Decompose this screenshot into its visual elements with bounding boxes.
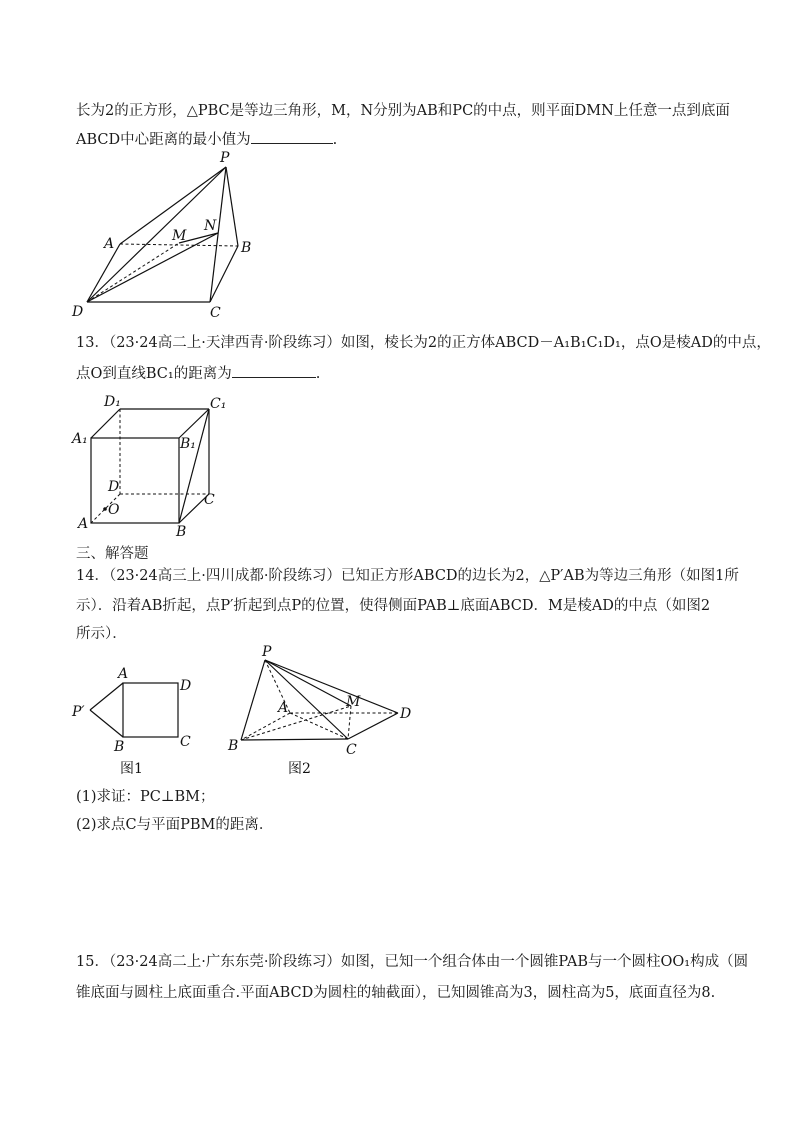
q12-label-N: N xyxy=(204,218,217,234)
q14-fig1-label-C: C xyxy=(180,734,191,750)
q12-label-P: P xyxy=(220,150,230,166)
q15-text-line1: 15．（23·24高二上·广东东莞·阶段练习）如图，已知一个组合体由一个圆锥PAB与一个圆柱OO₁构成（圆 xyxy=(76,954,749,970)
q14-fig2-caption: 图2 xyxy=(288,761,311,777)
q13-label-B: B xyxy=(176,524,187,540)
q13-point-O xyxy=(103,507,107,511)
q14-fig2-label-M: M xyxy=(346,694,361,710)
q14-fig2-label-P: P xyxy=(262,644,272,660)
q15-text-line2: 锥底面与圆柱上底面重合.平面ABCD为圆柱的轴截面），已知圆锥高为3，圆柱高为5，底面直径为8. xyxy=(76,985,716,1001)
q12-text-line1: 长为2的正方形，△PBC是等边三角形，M，N分别为AB和PC的中点，则平面DMN上任意一点到底面 xyxy=(76,103,730,119)
q12-figure xyxy=(60,140,280,320)
q14-figure2 xyxy=(222,640,432,780)
q14-fig1-label-B: B xyxy=(114,739,125,755)
q13-label-A1: A₁ xyxy=(72,431,88,447)
q14-text-line2: 示）．沿着AB折起，点P′折起到点P的位置，使得侧面PAB⊥底面ABCD．M是棱AD的中点（如图2 xyxy=(76,598,711,614)
q14-fig1-label-D: D xyxy=(180,678,192,694)
q13-label-O: O xyxy=(108,502,120,518)
q13-figure xyxy=(70,390,240,540)
q14-part1: (1)求证：PC⊥BM； xyxy=(76,789,215,805)
q13-text-line1: 13．（23·24高二上·天津西青·阶段练习）如图，棱长为2的正方体ABCD－A₁B₁C₁D₁，点O是棱AD的中点， xyxy=(76,335,771,351)
q14-text-line1: 14．（23·24高三上·四川成都·阶段练习）已知正方形ABCD的边长为2，△P′AB为等边三角形（如图1所 xyxy=(76,568,739,584)
q13-label-C: C xyxy=(204,492,215,508)
q12-label-C: C xyxy=(210,305,221,320)
q14-text-line3: 所示）． xyxy=(76,626,127,642)
q14-fig1-caption: 图1 xyxy=(120,761,143,777)
q12-line2-end: . xyxy=(332,132,338,148)
q14-fig2-label-C: C xyxy=(346,742,357,758)
q13-line2-end: . xyxy=(315,366,321,382)
q13-label-A: A xyxy=(78,516,89,532)
q14-fig2-label-D: D xyxy=(400,706,412,722)
q13-label-C1: C₁ xyxy=(210,396,227,412)
section-title: 三、解答题 xyxy=(76,546,149,562)
q13-line2-text: 点O到直线BC₁的距离为 xyxy=(76,366,232,382)
q14-fig2-label-A: A xyxy=(278,700,289,716)
q14-fig2-label-B: B xyxy=(228,738,239,754)
q13-label-D1: D₁ xyxy=(104,394,121,410)
q13-label-D: D xyxy=(108,479,120,495)
q14-fig1-label-A: A xyxy=(118,666,129,682)
q14-figure1 xyxy=(68,660,208,780)
q14-part2: (2)求点C与平面PBM的距离． xyxy=(76,817,274,833)
q12-label-D: D xyxy=(72,304,84,320)
q12-label-B: B xyxy=(241,240,252,256)
q12-label-A: A xyxy=(104,236,115,252)
q12-line2-text: ABCD中心距离的最小值为 xyxy=(76,132,251,148)
q13-text-line2 xyxy=(76,363,320,384)
q13-answer-blank[interactable] xyxy=(232,363,316,378)
q14-fig1-label-P: P′ xyxy=(72,704,85,720)
q12-label-M: M xyxy=(172,228,187,244)
q13-label-B1: B₁ xyxy=(180,436,196,452)
